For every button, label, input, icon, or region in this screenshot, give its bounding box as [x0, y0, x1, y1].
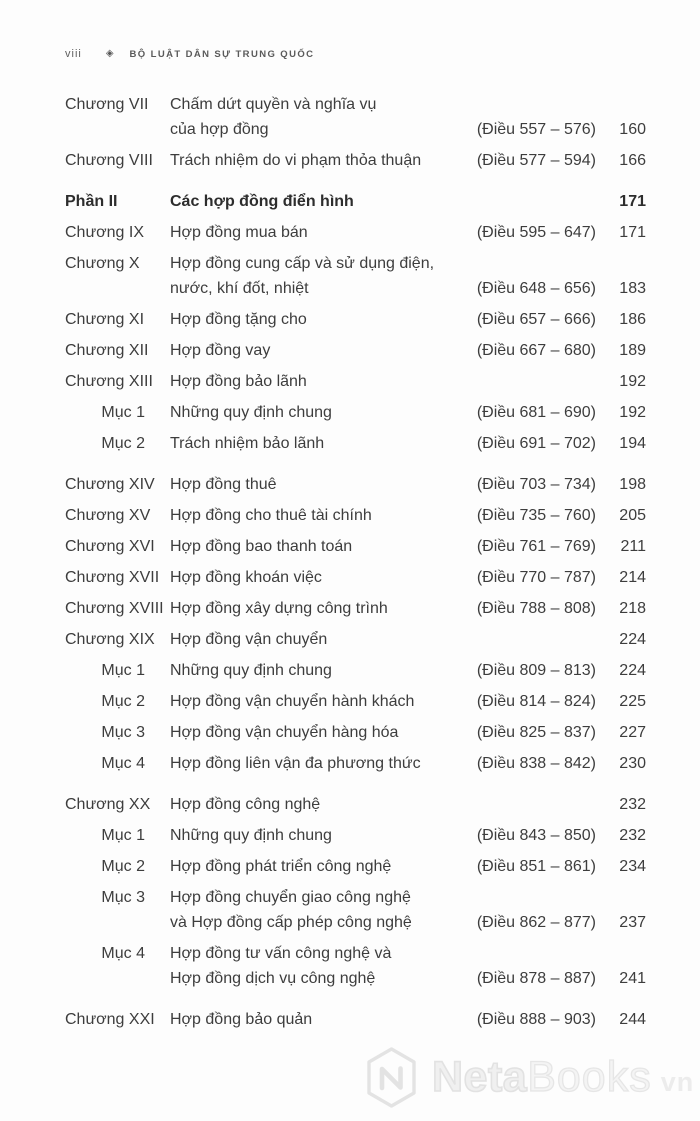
toc-row — [65, 338, 646, 363]
toc-row — [65, 400, 646, 425]
toc-entry-title-line: nước, khí đốt, nhiệt — [170, 280, 309, 297]
toc-entry-page: 227 — [619, 724, 646, 741]
toc-entry-title-line: Hợp đồng bao thanh toán — [170, 538, 353, 555]
toc-entry-title-line: Hợp đồng tư vấn công nghệ và — [170, 945, 392, 962]
toc-entry-articles: (Điều 770 – 787) — [476, 569, 596, 586]
toc-entry-label: Mục 2 — [101, 693, 145, 710]
toc-entry-label: Chương XX — [65, 796, 151, 813]
toc-entry-title — [170, 503, 451, 528]
toc-entry-title-line: Hợp đồng bảo lãnh — [170, 373, 307, 390]
watermark-brand-main: Neta — [432, 1052, 528, 1101]
toc-entry-label: Mục 1 — [101, 404, 145, 421]
toc-entry-articles: (Điều 838 – 842) — [476, 755, 596, 772]
toc-entry-title-line: Những quy định chung — [170, 827, 332, 844]
toc-entry-label: Chương XVII — [65, 569, 160, 586]
toc-entry-title-line: Hợp đồng phát triển công nghệ — [170, 858, 392, 875]
toc-entry-articles: (Điều 888 – 903) — [476, 1011, 596, 1028]
netabooks-wordmark — [432, 1053, 694, 1102]
toc-entry-page: 218 — [619, 600, 646, 617]
toc-row — [65, 148, 646, 173]
toc-entry-articles: (Điều 809 – 813) — [476, 662, 596, 679]
toc-entry-title — [170, 220, 451, 245]
toc-row — [65, 251, 646, 301]
toc-entry-page: 192 — [619, 404, 646, 421]
toc-entry-page: 225 — [619, 693, 646, 710]
toc-row — [65, 220, 646, 245]
toc-entry-articles: (Điều 557 – 576) — [476, 121, 596, 138]
toc-entry-articles: (Điều 843 – 850) — [476, 827, 596, 844]
toc-entry-title — [170, 400, 451, 425]
toc-row — [65, 720, 646, 745]
toc-entry-label: Chương VIII — [65, 152, 153, 169]
toc-entry-page: 224 — [619, 662, 646, 679]
toc-entry-title-line: Hợp đồng xây dựng công trình — [170, 600, 388, 617]
toc-entry-page: 171 — [619, 193, 646, 210]
toc-entry-title-line: Các hợp đồng điển hình — [170, 193, 354, 210]
toc-row — [65, 431, 646, 456]
toc-entry-title-line: Trách nhiệm do vi phạm thỏa thuận — [170, 152, 422, 169]
toc-entry-title-line: Hợp đồng thuê — [170, 476, 277, 493]
book-title: BỘ LUẬT DÂN SỰ TRUNG QUỐC — [129, 48, 315, 60]
toc-entry-page: 189 — [619, 342, 646, 359]
toc-entry-page: 232 — [619, 796, 646, 813]
toc-row — [65, 565, 646, 590]
toc-entry-label: Mục 4 — [101, 945, 145, 962]
toc-entry-label: Chương IX — [65, 224, 145, 241]
toc-entry-title — [170, 751, 451, 776]
table-of-contents — [65, 92, 646, 1038]
toc-entry-title-line: Hợp đồng chuyển giao công nghệ — [170, 889, 411, 906]
toc-row — [65, 854, 646, 879]
toc-entry-label: Mục 1 — [101, 827, 145, 844]
toc-entry-title — [170, 251, 451, 301]
toc-row — [65, 369, 646, 394]
toc-entry-title — [170, 596, 451, 621]
toc-row — [65, 92, 646, 142]
toc-entry-title — [170, 658, 451, 683]
toc-entry-title — [170, 431, 451, 456]
toc-entry-page: 230 — [619, 755, 646, 772]
toc-entry-label: Chương XIII — [65, 373, 153, 390]
toc-entry-label: Mục 2 — [101, 435, 145, 452]
toc-entry-title — [170, 823, 451, 848]
toc-entry-label: Mục 2 — [101, 858, 145, 875]
toc-entry-title — [170, 148, 451, 173]
toc-entry-title-line: Hợp đồng công nghệ — [170, 796, 321, 813]
toc-entry-title — [170, 627, 451, 652]
toc-entry-page: 194 — [619, 435, 646, 452]
toc-entry-page: 241 — [619, 970, 646, 987]
toc-row — [65, 534, 646, 559]
toc-entry-articles: (Điều 825 – 837) — [476, 724, 596, 741]
toc-entry-page: 198 — [619, 476, 646, 493]
toc-entry-title — [170, 307, 451, 332]
toc-entry-articles: (Điều 577 – 594) — [476, 152, 596, 169]
toc-entry-title — [170, 792, 451, 817]
toc-entry-articles: (Điều 761 – 769) — [476, 538, 596, 555]
toc-row — [65, 658, 646, 683]
toc-entry-title — [170, 689, 451, 714]
toc-entry-title — [170, 472, 451, 497]
toc-entry-title — [170, 941, 451, 991]
toc-entry-label: Mục 3 — [101, 889, 145, 906]
toc-entry-title-line: Hợp đồng khoán việc — [170, 569, 322, 586]
toc-entry-label: Mục 3 — [101, 724, 145, 741]
toc-entry-page: 183 — [619, 280, 646, 297]
toc-row — [65, 823, 646, 848]
toc-entry-label: Chương XI — [65, 311, 145, 328]
toc-entry-articles: (Điều 681 – 690) — [476, 404, 596, 421]
netabooks-watermark — [364, 1045, 694, 1109]
toc-entry-page: 166 — [619, 152, 646, 169]
toc-entry-page: 214 — [619, 569, 646, 586]
toc-entry-title-line: Hợp đồng bảo quản — [170, 1011, 313, 1028]
toc-entry-title — [170, 369, 451, 394]
toc-entry-title — [170, 854, 451, 879]
toc-row — [65, 627, 646, 652]
toc-entry-title-line: và Hợp đồng cấp phép công nghệ — [170, 914, 412, 931]
toc-entry-title-line: Hợp đồng cho thuê tài chính — [170, 507, 372, 524]
toc-entry-title-line: Chấm dứt quyền và nghĩa vụ — [170, 96, 377, 113]
toc-entry-label: Chương XIX — [65, 631, 155, 648]
toc-entry-page: 244 — [619, 1011, 646, 1028]
toc-entry-articles: (Điều 878 – 887) — [476, 970, 596, 987]
toc-entry-articles: (Điều 667 – 680) — [476, 342, 596, 359]
watermark-brand-secondary: Books — [527, 1052, 652, 1101]
toc-entry-articles: (Điều 648 – 656) — [476, 280, 596, 297]
toc-entry-title-line: Hợp đồng liên vận đa phương thức — [170, 755, 421, 772]
toc-row — [65, 1007, 646, 1032]
toc-row — [65, 189, 646, 214]
toc-entry-title-line: Hợp đồng cung cấp và sử dụng điện, — [170, 255, 435, 272]
toc-entry-label: Mục 4 — [101, 755, 145, 772]
toc-entry-title-line: Hợp đồng tặng cho — [170, 311, 307, 328]
toc-entry-articles: (Điều 735 – 760) — [476, 507, 596, 524]
toc-entry-title-line: Hợp đồng dịch vụ công nghệ — [170, 970, 376, 987]
toc-entry-label: Chương XII — [65, 342, 149, 359]
toc-entry-title-line: Những quy định chung — [170, 662, 332, 679]
toc-entry-label: Chương XXI — [65, 1011, 155, 1028]
toc-entry-label: Chương XVI — [65, 538, 155, 555]
toc-row — [65, 307, 646, 332]
toc-row — [65, 885, 646, 935]
toc-entry-page: 224 — [619, 631, 646, 648]
toc-row — [65, 689, 646, 714]
toc-entry-label: Chương XIV — [65, 476, 155, 493]
toc-entry-title — [170, 534, 451, 559]
toc-entry-title — [170, 92, 451, 142]
toc-entry-articles: (Điều 595 – 647) — [476, 224, 596, 241]
toc-entry-label: Mục 1 — [101, 662, 145, 679]
diamond-icon: ◈ — [105, 48, 114, 59]
toc-entry-page: 232 — [619, 827, 646, 844]
toc-entry-articles: (Điều 703 – 734) — [476, 476, 596, 493]
toc-entry-articles: (Điều 851 – 861) — [476, 858, 596, 875]
toc-entry-title — [170, 885, 451, 935]
toc-entry-articles: (Điều 814 – 824) — [476, 693, 596, 710]
toc-row — [65, 472, 646, 497]
toc-entry-title-line: Những quy định chung — [170, 404, 332, 421]
toc-row — [65, 792, 646, 817]
toc-entry-page: 171 — [619, 224, 646, 241]
toc-entry-title — [170, 1007, 451, 1032]
toc-entry-page: 186 — [619, 311, 646, 328]
running-head — [65, 48, 314, 60]
toc-entry-title-line: Hợp đồng vận chuyển hành khách — [170, 693, 415, 710]
toc-entry-title-line: Hợp đồng vận chuyển — [170, 631, 328, 648]
toc-entry-label: Chương XV — [65, 507, 151, 524]
toc-entry-title-line: Trách nhiệm bảo lãnh — [170, 435, 325, 452]
toc-entry-label: Phần II — [65, 193, 118, 210]
toc-row — [65, 596, 646, 621]
toc-entry-label: Chương XVIII — [65, 600, 164, 617]
toc-entry-title — [170, 565, 451, 590]
toc-entry-title-line: Hợp đồng vay — [170, 342, 271, 359]
toc-entry-articles: (Điều 788 – 808) — [476, 600, 596, 617]
toc-row — [65, 941, 646, 991]
toc-row — [65, 751, 646, 776]
toc-entry-articles: (Điều 862 – 877) — [476, 914, 596, 931]
toc-entry-articles: (Điều 657 – 666) — [476, 311, 596, 328]
toc-entry-title-line: Hợp đồng mua bán — [170, 224, 308, 241]
page-number: viii — [65, 48, 82, 60]
toc-entry-title-line: Hợp đồng vận chuyển hàng hóa — [170, 724, 399, 741]
toc-entry-page: 234 — [619, 858, 646, 875]
toc-entry-label: Chương X — [65, 255, 140, 272]
toc-entry-page: 205 — [619, 507, 646, 524]
toc-entry-page: 192 — [619, 373, 646, 390]
toc-entry-articles: (Điều 691 – 702) — [476, 435, 596, 452]
toc-entry-page: 160 — [619, 121, 646, 138]
netabooks-hexagon-n-icon — [364, 1046, 419, 1109]
toc-entry-label: Chương VII — [65, 96, 149, 113]
toc-entry-title-line: của hợp đồng — [170, 121, 269, 138]
watermark-suffix: vn — [660, 1066, 695, 1097]
toc-entry-title — [170, 189, 451, 214]
toc-entry-title — [170, 338, 451, 363]
toc-entry-title — [170, 720, 451, 745]
toc-entry-page: 211 — [620, 538, 646, 555]
toc-entry-page: 237 — [619, 914, 646, 931]
toc-row — [65, 503, 646, 528]
